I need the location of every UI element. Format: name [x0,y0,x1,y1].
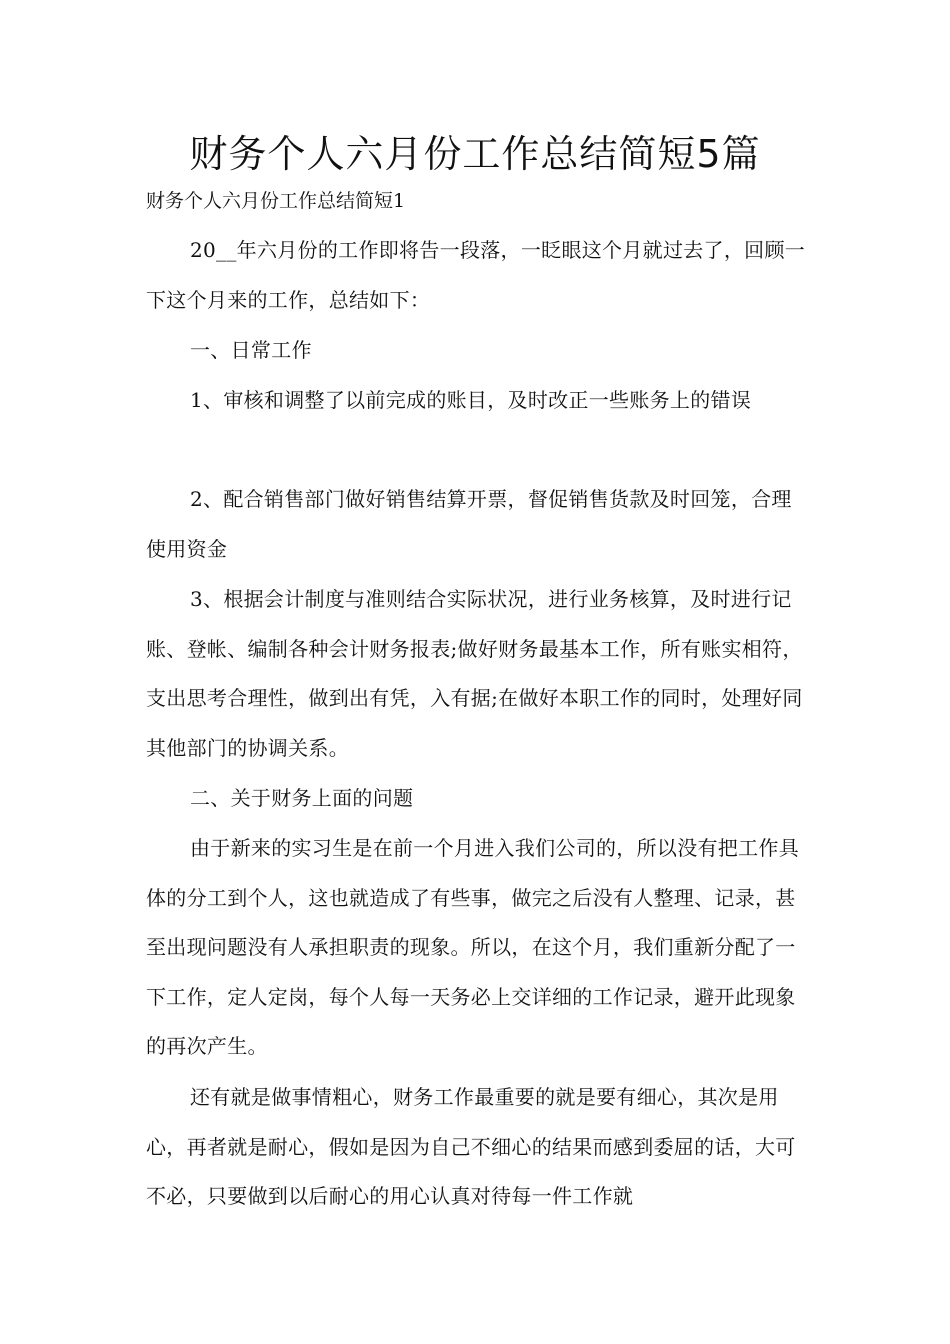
paragraph-item-3: 3、根据会计制度与准则结合实际状况，进行业务核算，及时进行记账、登帐、编制各种会计财务报表;做好财务最基本工作，所有账实相符，支出思考合理性，做到出有凭，入有据;在做好本职工作的同时，处理好同其他部门的协调关系。 [146,587,803,760]
heading-finance-issues: 二、关于财务上面的问题 [190,786,414,810]
paragraph-intro: 20__年六月份的工作即将告一段落，一眨眼这个月就过去了，回顾一下这个月来的工作，总结如下： [146,238,806,312]
document-title: 财务个人六月份工作总结简短5篇 [189,132,761,176]
paragraph-item-2: 2、配合销售部门做好销售结算开票，督促销售货款及时回笼，合理使用资金 [146,487,792,561]
heading-daily-work: 一、日常工作 [190,338,312,362]
section-subtitle: 财务个人六月份工作总结简短1 [146,190,406,212]
paragraph-item-1: 1、审核和调整了以前完成的账目，及时改正一些账务上的错误 [190,388,752,412]
paragraph-carefulness: 还有就是做事情粗心，财务工作最重要的就是要有细心，其次是用心，再者就是耐心，假如是因为自己不细心的结果而感到委屈的话，大可不必，只要做到以后耐心的用心认真对待每一件工作就 [146,1085,796,1209]
paragraph-interns: 由于新来的实习生是在前一个月进入我们公司的，所以没有把工作具体的分工到个人，这也就造成了有些事，做完之后没有人整理、记录，甚至出现问题没有人承担职责的现象。所以，在这个月，我们重新分配了一下工作，定人定岗，每个人每一天务必上交详细的工作记录，避开此现象的再次产生。 [146,836,799,1059]
